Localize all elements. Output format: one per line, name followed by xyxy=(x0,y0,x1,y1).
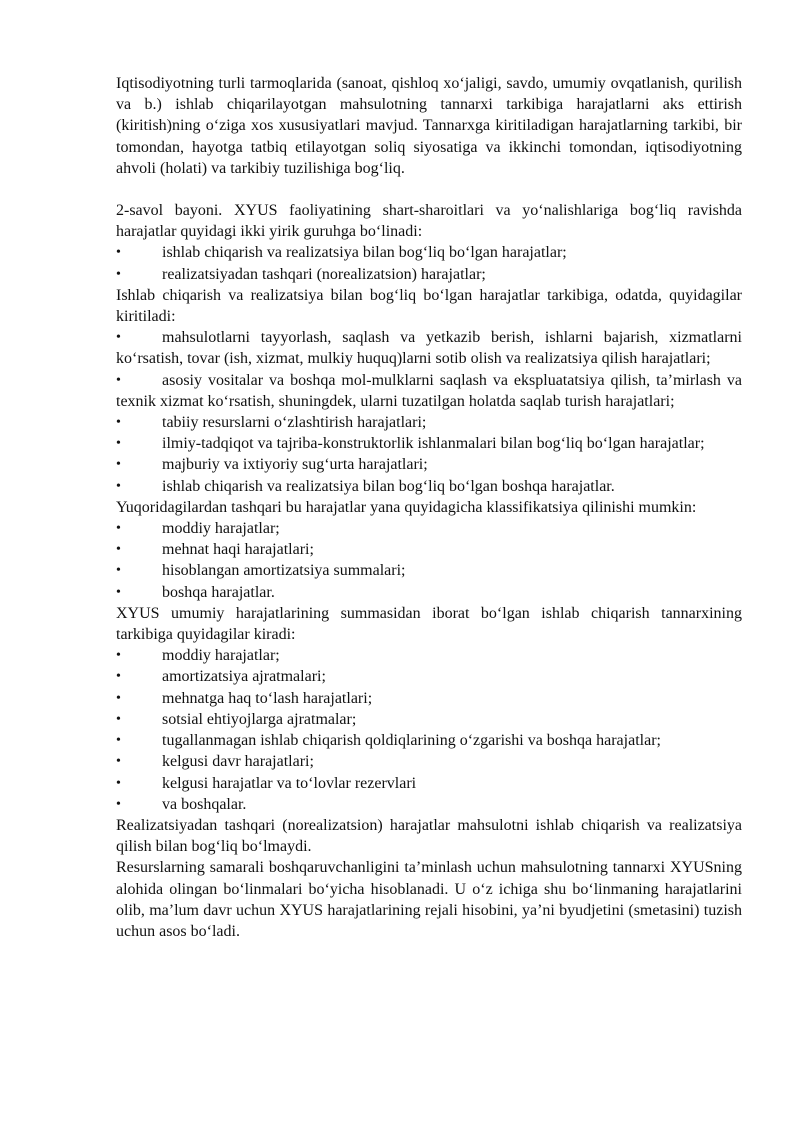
list-item xyxy=(116,666,742,687)
list-item xyxy=(116,433,742,454)
bullet-icon: • xyxy=(116,245,121,261)
list-item-text: amortizatsiya ajratmalari; xyxy=(162,668,326,686)
bullet-icon: • xyxy=(116,457,121,473)
list-item xyxy=(116,688,742,709)
list-item xyxy=(116,327,742,369)
list-item xyxy=(116,794,742,815)
document-page xyxy=(116,73,742,942)
paragraph-intro: Iqtisodiyotning turli tarmoqlarida (sanoat, qishloq xo‘jaligi, savdo, umumiy ovqatlanish, qurilish va b.) ishlab chiqarilayotgan mahsulotning tannarxi tarkibiga harajatlarni aks ettirish (kiritish)ning o‘ziga xos xususiyatlari mavjud. Tannarxga kiritiladigan harajatlarning tarkibi, bir tomondan, hayotga tatbiq etilayotgan soliq siyosatiga va ikkinchi tomondan, iqtisodiyotning ahvoli (holati) va tarkibiy tuzilishiga bog‘liq. xyxy=(116,75,742,177)
list-item xyxy=(116,709,742,730)
bullet-icon: • xyxy=(116,330,121,346)
paragraph-classification: Yuqoridagilardan tashqari bu harajatlar yana quyidagicha klassifikatsiya qilinishi mumkin: xyxy=(116,498,697,516)
bullet-icon: • xyxy=(116,669,121,685)
bullet-icon: • xyxy=(116,436,121,452)
list-item xyxy=(116,412,742,433)
list-item xyxy=(116,518,742,539)
list-item xyxy=(116,264,742,285)
list-item-text: mahsulotlarni tayyorlash, saqlash va yetkazib berish, ishlarni bajarish, xizmatlarni ko‘rsatish, tovar (ish, xizmat, mulkiy huquq)larni sotib olish va realizatsiya qilish harajatlari; xyxy=(116,329,742,368)
list-item xyxy=(116,773,742,794)
list-cost-structure xyxy=(116,645,742,815)
list-item xyxy=(116,730,742,751)
bullet-icon: • xyxy=(116,690,121,706)
list-item xyxy=(116,370,742,412)
list-item-text: moddiy harajatlar; xyxy=(162,647,280,665)
bullet-icon: • xyxy=(116,542,121,558)
list-item-text: kelgusi davr harajatlari; xyxy=(162,753,314,771)
bullet-icon: • xyxy=(116,478,121,494)
list-item-text: tabiiy resurslarni o‘zlashtirish harajatlari; xyxy=(162,414,427,432)
list-item-text: mehnat haqi harajatlari; xyxy=(162,541,314,559)
list-item xyxy=(116,560,742,581)
bullet-icon: • xyxy=(116,648,121,664)
list-item-text: ishlab chiqarish va realizatsiya bilan bog‘liq bo‘lgan harajatlar; xyxy=(162,244,567,262)
list-item-text: realizatsiyadan tashqari (norealizatsion) harajatlar; xyxy=(162,265,486,283)
paragraph-cost-structure: XYUS umumiy harajatlarining summasidan iborat bo‘lgan ishlab chiqarish tannarxining tarkibiga quyidagilar kiradi: xyxy=(116,604,742,644)
bullet-icon: • xyxy=(116,775,121,791)
list-item-text: moddiy harajatlar; xyxy=(162,520,280,538)
bullet-icon: • xyxy=(116,266,121,282)
list-expense-groups xyxy=(116,242,742,284)
paragraph-includes: Ishlab chiqarish va realizatsiya bilan bog‘liq bo‘lgan harajatlar tarkibiga, odatda, quyidagilar kiritiladi: xyxy=(116,286,742,326)
list-item-text: hisoblangan amortizatsiya summalari; xyxy=(162,562,406,580)
list-item xyxy=(116,645,742,666)
list-item-text: sotsial ehtiyojlarga ajratmalar; xyxy=(162,710,357,728)
list-item xyxy=(116,582,742,603)
list-included-expenses xyxy=(116,327,742,497)
bullet-icon: • xyxy=(116,521,121,537)
list-item xyxy=(116,454,742,475)
list-item xyxy=(116,751,742,772)
bullet-icon: • xyxy=(116,563,121,579)
list-item xyxy=(116,242,742,263)
list-item-text: majburiy va ixtiyoriy sug‘urta harajatlari; xyxy=(162,456,428,474)
list-item-text: ilmiy-tadqiqot va tajriba-konstruktorlik ishlanmalari bilan bog‘liq bo‘lgan harajatlar; xyxy=(162,435,705,453)
bullet-icon: • xyxy=(116,711,121,727)
list-item-text: asosiy vositalar va boshqa mol-mulklarni saqlash va ekspluatatsiya qilish, ta’mirlash va texnik xizmat ko‘rsatish, shuningdek, ularni tuzatilgan holatda saqlab turish harajatlari; xyxy=(116,371,742,410)
list-item-text: ishlab chiqarish va realizatsiya bilan bog‘liq bo‘lgan boshqa harajatlar. xyxy=(162,477,615,495)
list-item-text: tugallanmagan ishlab chiqarish qoldiqlarining o‘zgarishi va boshqa harajatlar; xyxy=(162,732,661,750)
list-item xyxy=(116,539,742,560)
paragraph-spacer xyxy=(116,179,742,200)
list-item xyxy=(116,476,742,497)
bullet-icon: • xyxy=(116,796,121,812)
bullet-icon: • xyxy=(116,733,121,749)
bullet-icon: • xyxy=(116,584,121,600)
list-item-text: boshqa harajatlar. xyxy=(162,583,275,601)
bullet-icon: • xyxy=(116,754,121,770)
paragraph-question-2: 2-savol bayoni. XYUS faoliyatining shart-sharoitlari va yo‘nalishlariga bog‘liq ravishda harajatlar quyidagi ikki yirik guruhga bo‘linadi: xyxy=(116,202,742,241)
list-item-text: mehnatga haq to‘lash harajatlari; xyxy=(162,689,373,707)
list-item-text: kelgusi harajatlar va to‘lovlar rezervlari xyxy=(162,774,417,792)
paragraph-nonrealization: Realizatsiyadan tashqari (norealizatsion) harajatlar mahsulotni ishlab chiqarish va realizatsiya qilish bilan bog‘liq bo‘lmaydi. xyxy=(116,816,742,856)
bullet-icon: • xyxy=(116,415,121,431)
list-item-text: va boshqalar. xyxy=(162,795,247,813)
list-classification xyxy=(116,518,742,603)
paragraph-final: Resurslarning samarali boshqaruvchanligini ta’minlash uchun mahsulotning tannarxi XYUSning alohida olingan bo‘linmalari bo‘yicha hisoblanadi. U o‘z ichiga shu bo‘linmaning harajatlarini olib, ma’lum davr uchun XYUS harajatlarining rejali hisobini, ya’ni byudjetini (smetasini) tuzish uchun asos bo‘ladi. xyxy=(116,859,742,940)
bullet-icon: • xyxy=(116,372,121,388)
